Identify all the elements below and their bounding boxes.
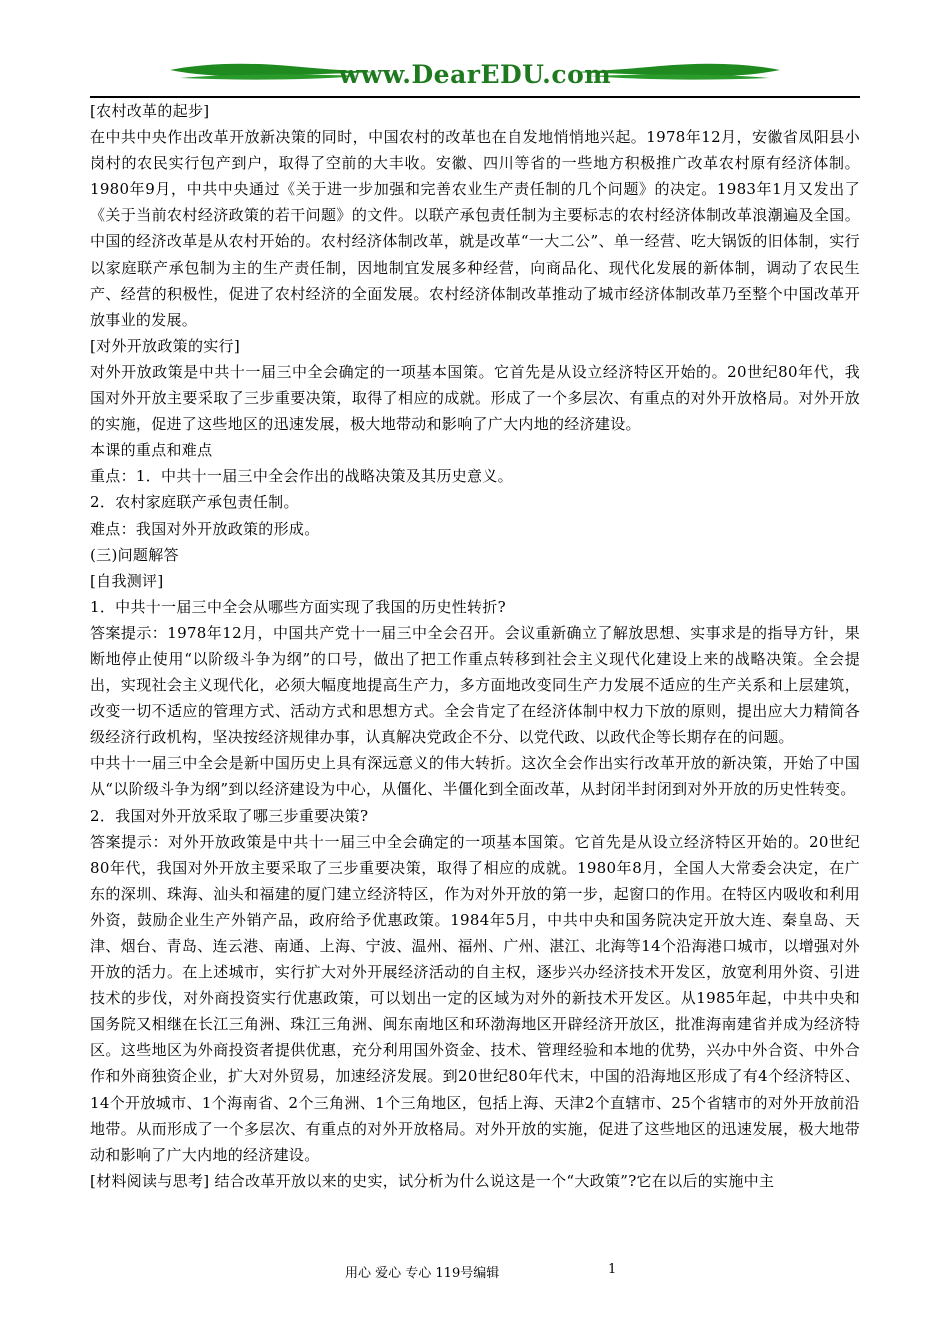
section-heading-rural-reform: [农村改革的起步] bbox=[90, 102, 210, 120]
material-reading-prompt: [材料阅读与思考] 结合改革开放以来的史实，试分析为什么说这是一个“大政策”?它在以后的实施中主 bbox=[90, 1171, 775, 1190]
paragraph: 在中共中央作出改革开放新决策的同时，中国农村的改革也在自发地悄悄地兴起。1978年12月，安徽省凤阳县小岗村的农民实行包产到户，取得了空前的大丰收。安徽、四川等省的一些地方积极推广改革农村原有经济体制。1980年9月，中共中央通过《关于进一步加强和完善农业生产责任制的几个问题》的决定。1983年1月又发出了《关于当前农村经济政策的若干问题》的文件。以联产承包责任制为主要标志的农村经济体制改革浪潮遍及全国。中国的经济改革是从农村开始的。农村经济体制改革，就是改革“一大二公”、单一经营、吃大锅饭的旧体制，实行以家庭联产承包制为主的生产责任制，因地制宜发展多种经营，向商品化、现代化发展的新体制，调动了农民生产、经营的积极性，促进了农村经济的全面发展。农村经济体制改革推动了城市经济体制改革乃至整个中国改革开放事业的发展。 bbox=[90, 128, 860, 329]
document-body bbox=[90, 98, 860, 1194]
answer-1-continued: 中共十一届三中全会是新中国历史上具有深远意义的伟大转折。这次全会作出实行改革开放的新决策，开始了中国从“以阶级斗争为纲”到以经济建设为中心，从僵化、半僵化到全面改革，从封闭半封闭到对外开放的历史性转变。 bbox=[90, 754, 860, 799]
paragraph: 对外开放政策是中共十一届三中全会确定的一项基本国策。它首先是从设立经济特区开始的。20世纪80年代，我国对外开放主要采取了三步重要决策，取得了相应的成就。形成了一个多层次、有重点的对外开放格局。对外开放的实施，促进了这些地区的迅速发展，极大地带动和影响了广大内地的经济建设。 bbox=[90, 362, 860, 434]
answer-2: 答案提示：对外开放政策是中共十一届三中全会确定的一项基本国策。它首先是从设立经济特区开始的。20世纪80年代，我国对外开放主要采取了三步重要决策，取得了相应的成就。1980年8月，全国人大常委会决定，在广东的深圳、珠海、汕头和福建的厦门建立经济特区，作为对外开放的第一步，起窗口的作用。在特区内吸收和利用外资，鼓励企业生产外销产品，政府给予优惠政策。1984年5月，中共中央和国务院决定开放大连、秦皇岛、天津、烟台、青岛、连云港、南通、上海、宁波、温州、福州、广州、湛江、北海等14个沿海港口城市，以增强对外开放的活力。在上述城市，实行扩大对外开展经济活动的自主权，逐步兴办经济技术开发区，放宽利用外资、引进技术的步伐，对外商投资实行优惠政策，可以划出一定的区域为对外的新技术开发区。从1985年起，中共中央和国务院又相继在长江三角洲、珠江三角洲、闽东南地区和环渤海地区开辟经济开放区，批准海南建省并成为经济特区。这些地区为外商投资者提供优惠，充分利用国外资金、技术、管理经验和本地的优势，兴办中外合资、中外合作和外商独资企业，扩大对外贸易，加速经济发展。到20世纪80年代末，中国的沿海地区形成了有4个经济特区、14个开放城市、1个海南省、2个三角洲、1个三角地区，包括上海、天津2个直辖市、25个省辖市的对外开放前沿地带。从而形成了一个多层次、有重点的对外开放格局。对外开放的实施，促进了这些地区的迅速发展，极大地带动和影响了广大内地的经济建设。 bbox=[90, 832, 860, 1164]
difficult-point: 难点：我国对外开放政策的形成。 bbox=[90, 519, 320, 538]
section-heading-qa: (三)问题解答 bbox=[90, 545, 179, 564]
site-logo-text: www.DearEDU.com bbox=[338, 60, 612, 89]
page-footer bbox=[0, 1262, 950, 1284]
key-point-1: 重点：1．中共十一届三中全会作出的战略决策及其历史意义。 bbox=[90, 467, 513, 486]
question-1: 1．中共十一届三中全会从哪些方面实现了我国的历史性转折? bbox=[90, 597, 506, 616]
section-heading-opening-policy: [对外开放政策的实行] bbox=[90, 336, 241, 355]
section-heading-key-points: 本课的重点和难点 bbox=[90, 441, 213, 460]
footer-editor-note: 用心 爱心 专心 119号编辑 bbox=[345, 1266, 500, 1281]
key-point-2: 2．农村家庭联产承包责任制。 bbox=[90, 493, 299, 512]
question-2: 2．我国对外开放采取了哪三步重要决策? bbox=[90, 806, 369, 825]
section-heading-self-test: [自我测评] bbox=[90, 571, 164, 590]
answer-1: 答案提示：1978年12月，中国共产党十一届三中全会召开。会议重新确立了解放思想、实事求是的指导方针，果断地停止使用“以阶级斗争为纲”的口号，做出了把工作重点转移到社会主义现代化建设上来的战略决策。全会提出，实现社会主义现代化，必须大幅度地提高生产力，多方面地改变同生产力发展不适应的生产关系和上层建筑，改变一切不适应的管理方式、活动方式和思想方式。全会肯定了在经济体制中权力下放的原则，提出应大力精简各级经济行政机构，坚决按经济规律办事，认真解决党政企不分、以党代政、以政代企等长期存在的问题。 bbox=[90, 623, 860, 747]
page-number: 1 bbox=[608, 1262, 617, 1277]
site-banner bbox=[160, 52, 790, 98]
